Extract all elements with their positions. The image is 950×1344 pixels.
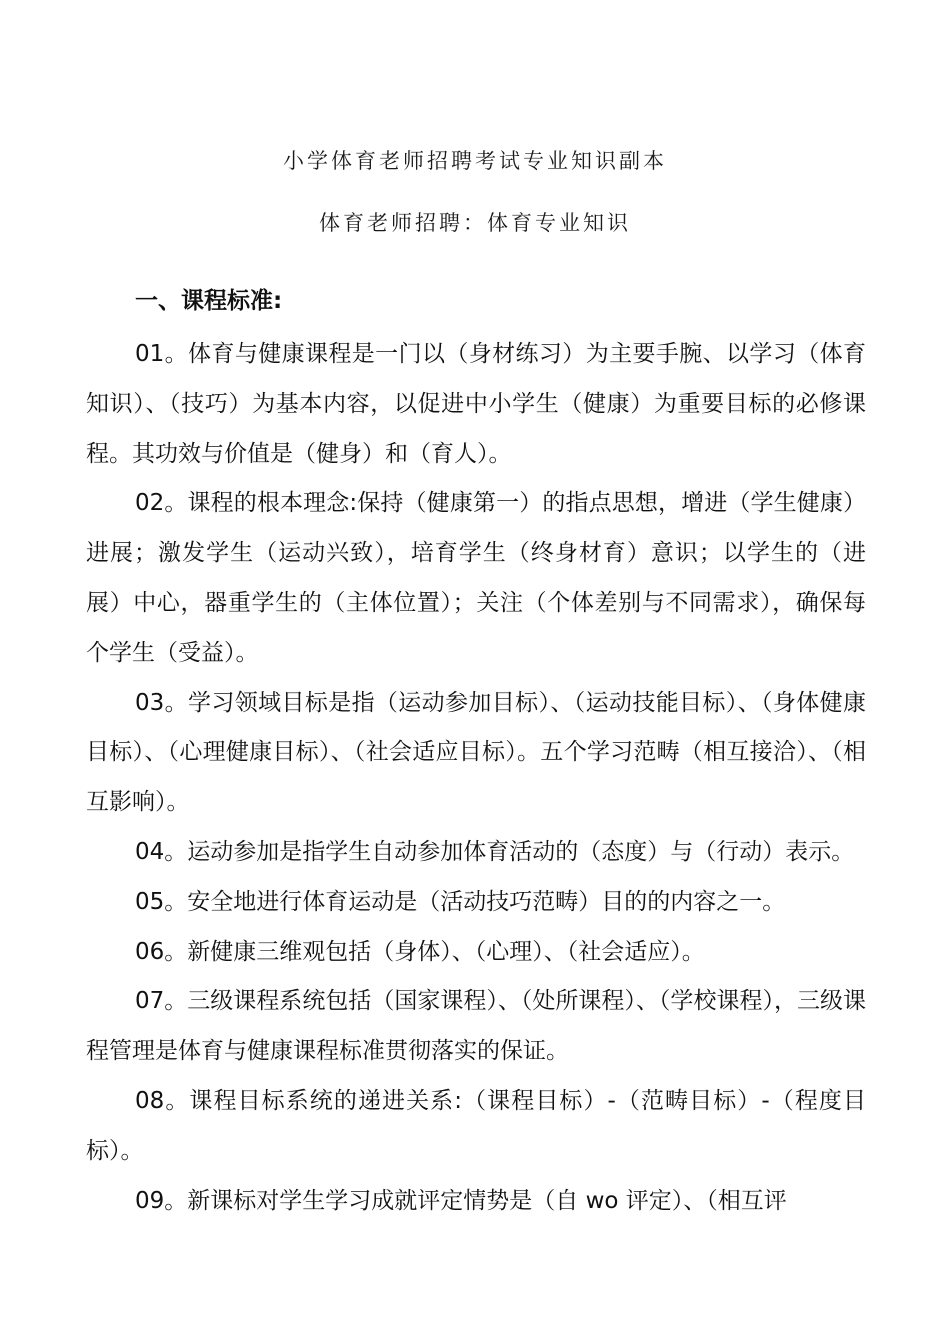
paragraph-09: 09。新课标对学生学习成就评定情势是（自 wo 评定）、（相互评 [135,1187,787,1214]
document-subtitle: 体育老师招聘：体育专业知识 [319,211,631,235]
paragraph-07: 07。三级课程系统包括（国家课程）、（处所课程）、（学校课程），三级课程管理是体育与健康课程标准贯彻落实的保证。 [86,988,866,1065]
document-title: 小学体育老师招聘考试专业知识副本 [283,149,667,173]
section-heading: 一、课程标准: [135,288,283,314]
paragraph-06: 06。新健康三维观包括（身体）、（心理）、（社会适应）。 [135,938,705,965]
paragraph-02: 02。课程的根本理念:保持（健康第一）的指点思想，增进（学生健康）进展；激发学生（运动兴致），培育学生（终身材育）意识；以学生的（进展）中心，器重学生的（主体位置）；关注（个体差别与不同需求），确保每个学生（受益）。 [86,490,866,666]
paragraph-01: 01。体育与健康课程是一门以（身材练习）为主要手腕、以学习（体育知识）、（技巧）为基本内容，以促进中小学生（健康）为重要目标的必修课程。其功效与价值是（健身）和（育人）。 [86,341,866,467]
paragraph-08: 08。课程目标系统的递进关系:（课程目标）-（范畴目标）-（程度目标）。 [86,1087,866,1164]
document-body [86,330,866,1226]
paragraph-03: 03。学习领域目标是指（运动参加目标）、（运动技能目标）、（身体健康目标）、（心理健康目标）、（社会适应目标）。五个学习范畴（相互接洽）、（相互影响）。 [86,689,866,816]
paragraph-05: 05。安全地进行体育运动是（活动技巧范畴）目的的内容之一。 [135,888,786,915]
paragraph-04: 04。运动参加是指学生自动参加体育活动的（态度）与（行动）表示。 [135,838,855,865]
